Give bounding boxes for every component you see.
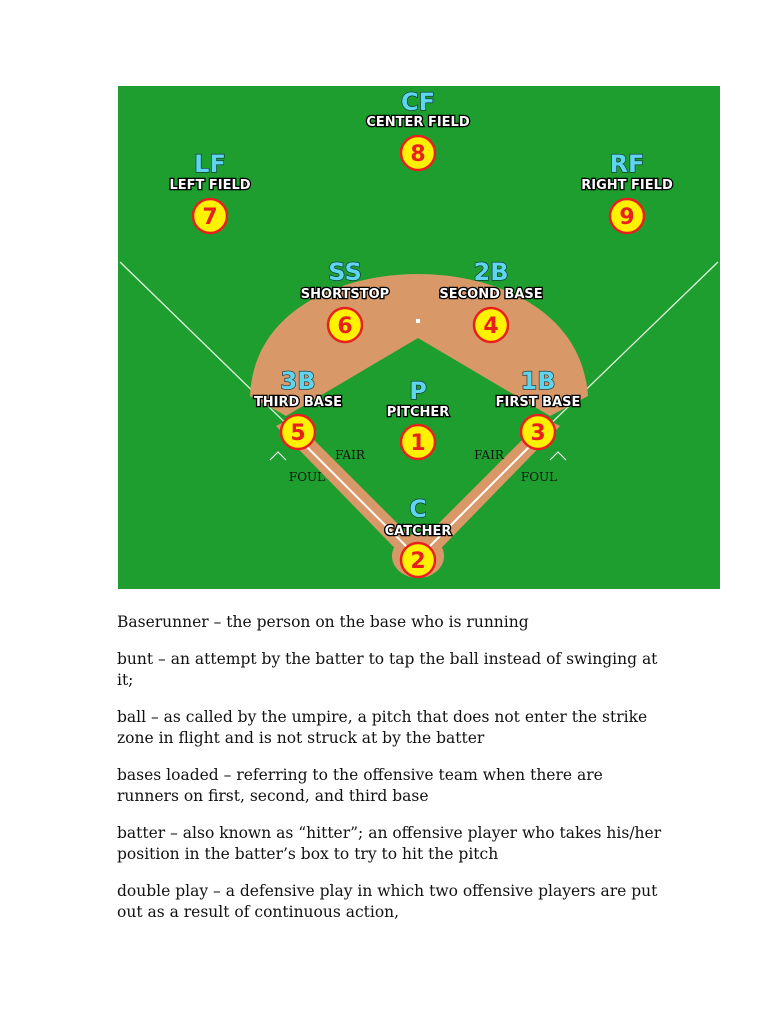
position-number: 7 xyxy=(202,205,218,230)
position-name: CATCHER xyxy=(384,524,452,539)
baseball-field-diagram xyxy=(118,86,720,589)
glossary-entry-ball: ball – as called by the umpire, a pitch that does not enter the strike zone in flight and is not struck at by the batter xyxy=(117,708,648,747)
fair-label-right: FAIR xyxy=(474,448,504,462)
position-number: 8 xyxy=(410,142,426,167)
position-abbr: 3B xyxy=(280,367,316,395)
position-number: 1 xyxy=(410,431,426,456)
foul-label-right: FOUL xyxy=(520,470,558,484)
position-abbr: P xyxy=(409,377,427,405)
position-number: 2 xyxy=(410,549,426,574)
position-number: 4 xyxy=(483,314,499,339)
glossary-entry-bases-loaded: bases loaded – referring to the offensive team when there are runners on first, second, and third base xyxy=(117,766,603,805)
fair-label-left: FAIR xyxy=(335,448,365,462)
glossary-entry-baserunner: Baserunner – the person on the base who is running xyxy=(117,613,529,631)
glossary-entry-batter: batter – also known as “hitter”; an offensive player who takes his/her position in the batter’s box to try to hit the pitch xyxy=(117,824,662,863)
position-abbr: CF xyxy=(400,88,436,116)
position-number: 5 xyxy=(290,421,306,446)
position-name: LEFT FIELD xyxy=(169,178,251,193)
second-base-bag xyxy=(416,319,420,323)
position-abbr: 1B xyxy=(520,367,556,395)
position-name: RIGHT FIELD xyxy=(581,178,673,193)
position-name: CENTER FIELD xyxy=(366,115,470,130)
position-name: THIRD BASE xyxy=(253,395,343,410)
foul-label-left: FOUL xyxy=(288,470,326,484)
position-abbr: RF xyxy=(609,150,645,178)
position-name: SECOND BASE xyxy=(439,287,543,302)
position-name: FIRST BASE xyxy=(495,395,581,410)
position-number: 9 xyxy=(619,205,635,230)
glossary-entry-double-play: double play – a defensive play in which two offensive players are put out as a result of continuous action, xyxy=(117,882,658,921)
position-abbr: SS xyxy=(328,258,362,286)
glossary xyxy=(117,612,662,939)
position-abbr: LF xyxy=(194,150,226,178)
glossary-entry-bunt: bunt – an attempt by the batter to tap the ball instead of swinging at it; xyxy=(117,650,658,689)
position-number: 6 xyxy=(337,314,353,339)
position-name: SHORTSTOP xyxy=(300,287,390,302)
position-number: 3 xyxy=(530,421,546,446)
position-abbr: 2B xyxy=(473,258,509,286)
position-name: PITCHER xyxy=(386,405,450,420)
position-abbr: C xyxy=(409,495,427,523)
